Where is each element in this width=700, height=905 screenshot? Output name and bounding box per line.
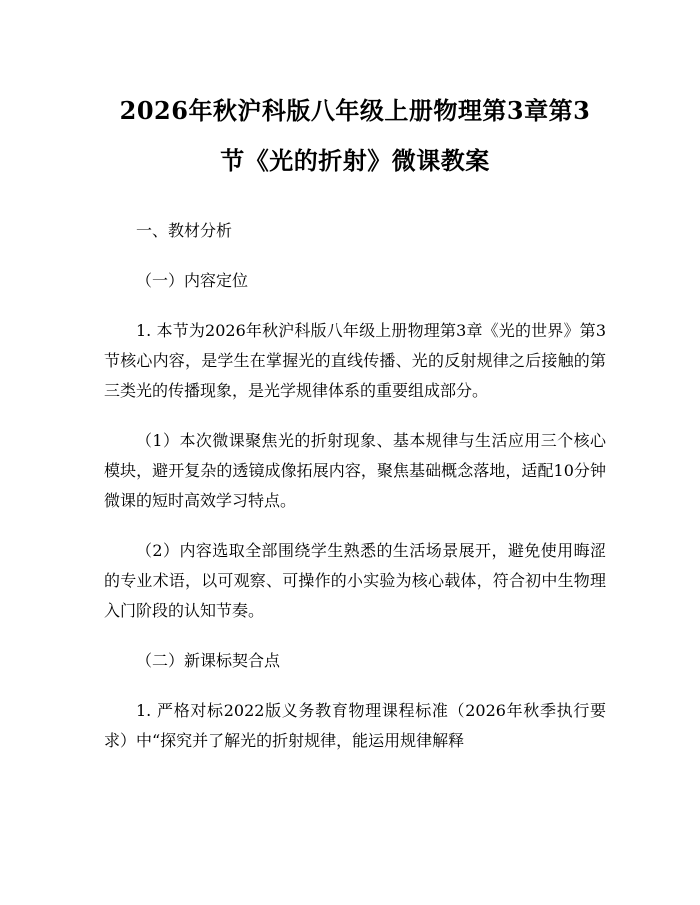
paragraph: 1. 本节为2026年秋沪科版八年级上册物理第3章《光的世界》第3节核心内容，是学生在掌握光的直线传播、光的反射规律之后接触的第三类光的传播现象，是光学规律体系的重要组成部分。 bbox=[104, 321, 606, 400]
title-line-2: 节《光的折射》微课教案 bbox=[220, 146, 490, 175]
section-heading-textbook-analysis: 一、教材分析 bbox=[136, 221, 233, 240]
document-title bbox=[104, 0, 606, 186]
subsection-heading-curriculum-alignment: （二）新课标契合点 bbox=[136, 651, 281, 670]
title-line-1: 2026年秋沪科版八年级上册物理第3章第3 bbox=[119, 96, 591, 125]
subsection-heading-content-positioning: （一）内容定位 bbox=[136, 271, 249, 290]
paragraph: （2）内容选取全部围绕学生熟悉的生活场景展开，避免使用晦涩的专业术语，以可观察、可操作的小实验为核心载体，符合初中生物理入门阶段的认知节奏。 bbox=[104, 541, 606, 620]
document-body bbox=[104, 216, 606, 756]
paragraph: 1. 严格对标2022版义务教育物理课程标准（2026年秋季执行要求）中“探究并了解光的折射规律，能运用规律解释 bbox=[104, 701, 606, 750]
paragraph: （1）本次微课聚焦光的折射现象、基本规律与生活应用三个核心模块，避开复杂的透镜成像拓展内容，聚焦基础概念落地，适配10分钟微课的短时高效学习特点。 bbox=[104, 431, 606, 510]
